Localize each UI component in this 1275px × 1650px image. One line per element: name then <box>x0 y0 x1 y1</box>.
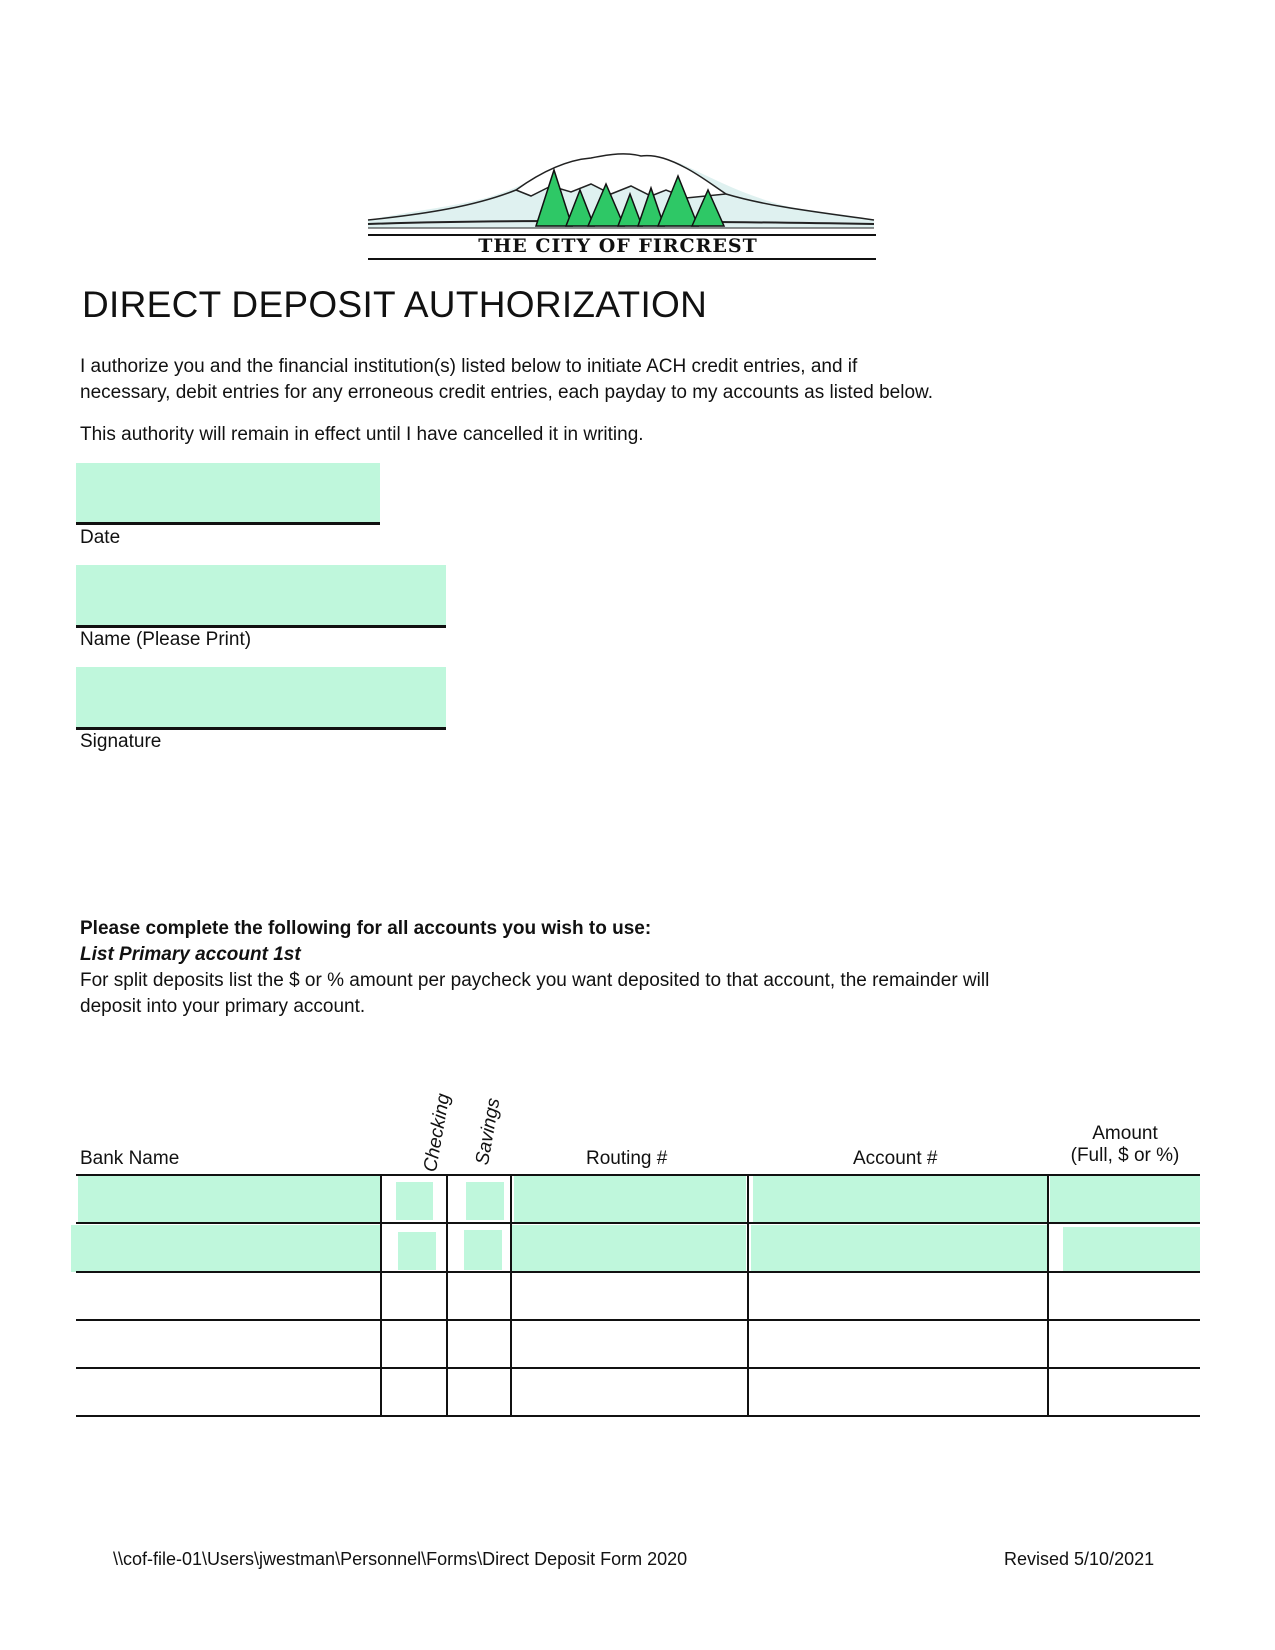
instructions-body-line-1: For split deposits list the $ or % amount per paycheck you want deposited to that account, the remainder will <box>80 970 990 991</box>
page-title: DIRECT DEPOSIT AUTHORIZATION <box>82 284 708 325</box>
table-column-divider <box>747 1174 749 1417</box>
row-1-savings-checkbox[interactable] <box>466 1182 504 1220</box>
header-amount <box>1050 1123 1200 1167</box>
instructions-body <box>80 968 1100 1020</box>
table-row-divider <box>76 1222 1200 1224</box>
table-column-divider <box>446 1174 448 1417</box>
signature-field[interactable] <box>76 667 446 730</box>
row-1-amount-input[interactable] <box>1050 1176 1200 1222</box>
instructions-subheading: List Primary account 1st <box>80 944 301 965</box>
name-label: Name (Please Print) <box>80 629 252 650</box>
table-row-divider <box>76 1367 1200 1369</box>
table-row-divider <box>76 1319 1200 1321</box>
row-1-bank-name-input[interactable] <box>78 1176 381 1222</box>
row-3[interactable] <box>78 1274 1200 1320</box>
header-checking: Checking <box>420 1091 455 1174</box>
row-4[interactable] <box>78 1322 1200 1368</box>
header-routing: Routing # <box>586 1148 668 1169</box>
table-bottom-border <box>76 1415 1200 1417</box>
table-column-divider <box>380 1174 382 1417</box>
row-2-savings-checkbox[interactable] <box>464 1230 502 1270</box>
footer-file-path: \\cof-file-01\Users\jwestman\Personnel\Forms\Direct Deposit Form 2020 <box>113 1549 688 1569</box>
authorization-paragraph <box>80 354 1100 406</box>
table-top-border <box>76 1174 1200 1176</box>
row-2-routing-input[interactable] <box>511 1225 746 1272</box>
table-row-divider <box>76 1271 1200 1273</box>
row-2-checking-checkbox[interactable] <box>398 1232 436 1270</box>
instructions-body-line-2: deposit into your primary account. <box>80 996 366 1017</box>
row-1-checking-checkbox[interactable] <box>396 1182 433 1220</box>
row-2-amount-input[interactable] <box>1063 1227 1200 1272</box>
row-1-account-input[interactable] <box>753 1176 1047 1222</box>
table-column-divider <box>510 1174 512 1417</box>
row-1-routing-input[interactable] <box>514 1176 746 1222</box>
header-amount-line-1: Amount <box>1092 1123 1158 1144</box>
authorization-line-1: I authorize you and the financial institution(s) listed below to initiate ACH credit entries, and if <box>80 356 858 377</box>
date-field[interactable] <box>76 463 380 525</box>
date-label: Date <box>80 527 121 548</box>
table-column-divider <box>1047 1174 1049 1417</box>
instructions-heading: Please complete the following for all accounts you wish to use: <box>80 918 652 939</box>
header-savings: Savings <box>472 1096 505 1167</box>
row-5[interactable] <box>78 1370 1200 1416</box>
authority-statement: This authority will remain in effect until I have cancelled it in writing. <box>80 424 644 445</box>
footer-revised-date: Revised 5/10/2021 <box>1004 1549 1155 1569</box>
header-account: Account # <box>853 1148 938 1169</box>
name-field[interactable] <box>76 565 446 628</box>
header-bank-name: Bank Name <box>80 1148 180 1169</box>
header-amount-line-2: (Full, $ or %) <box>1070 1145 1180 1166</box>
row-2-account-input[interactable] <box>751 1225 1047 1272</box>
authorization-line-2: necessary, debit entries for any erroneous credit entries, each payday to my accounts as listed below. <box>80 382 933 403</box>
signature-label: Signature <box>80 731 162 752</box>
logo-text: THE CITY OF FIRCREST <box>478 235 758 257</box>
row-2-bank-name-input[interactable] <box>71 1225 381 1272</box>
